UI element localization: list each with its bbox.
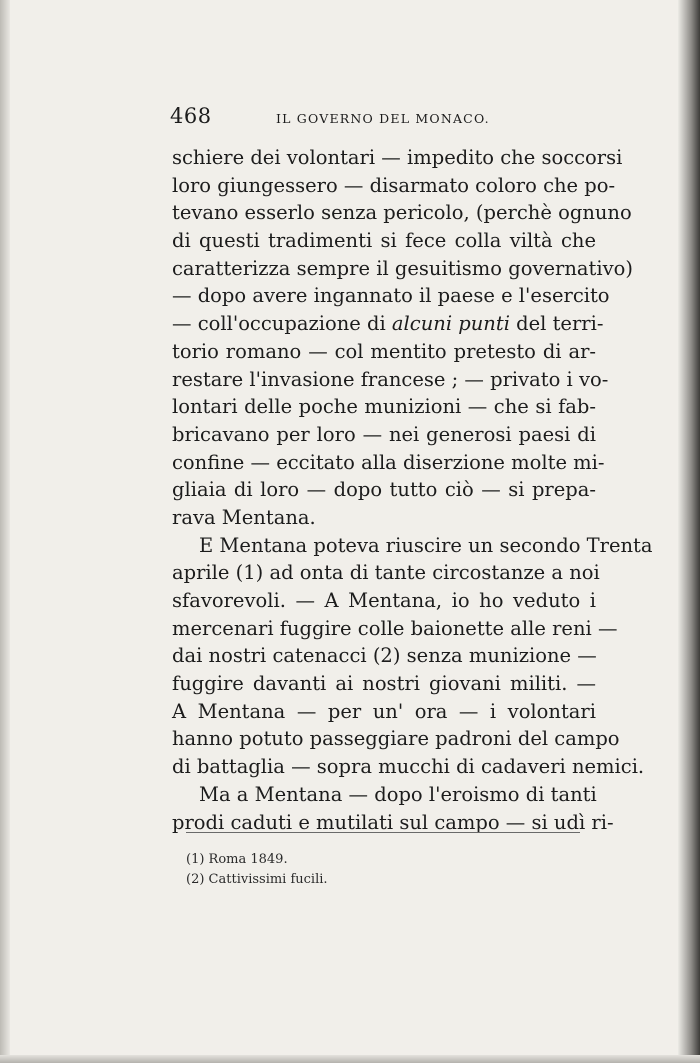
paragraph-start-line: Ma a Mentana — dopo l'eroismo di tanti xyxy=(199,782,597,806)
text-line: prodi caduti e mutilati sul campo — si udì ri- xyxy=(172,810,614,834)
page-bottom-edge xyxy=(0,1055,700,1063)
text-line: confine — eccitato alla diserzione molte mi- xyxy=(172,450,605,474)
text-line: restare l'invasione francese ; — privato i vo- xyxy=(172,367,609,391)
text-line: sfavorevoli. — A Mentana, io ho veduto i xyxy=(172,589,596,612)
text-line: A Mentana — per un' ora — i volontari xyxy=(172,699,596,723)
text-segment: — coll'occupazione di xyxy=(172,312,392,336)
text-line: lontari delle poche munizioni — che si fab- xyxy=(172,395,596,419)
text-segment: del terri- xyxy=(509,312,604,336)
page-header xyxy=(170,104,600,132)
page-right-edge-shadow xyxy=(678,0,700,1063)
text-line: mercenari fuggire colle baionette alle reni — xyxy=(172,616,618,640)
footnote-1: (1) Roma 1849. xyxy=(186,852,288,867)
text-line: fuggire davanti ai nostri giovani militi. — xyxy=(172,672,596,696)
text-line: tevano esserlo senza pericolo, (perchè ognuno xyxy=(172,201,632,225)
text-line: torio romano — col mentito pretesto di ar- xyxy=(172,339,596,363)
text-line: bricavano per loro — nei generosi paesi di xyxy=(172,422,596,446)
text-line: loro giungessero — disarmato coloro che po- xyxy=(172,173,616,197)
text-line: aprile (1) ad onta di tante circostanze a noi xyxy=(172,561,600,585)
running-title: IL GOVERNO DEL MONACO. xyxy=(276,111,490,126)
text-line-italic-phrase xyxy=(172,310,604,338)
text-line: di questi tradimenti si fece colla viltà che xyxy=(172,229,596,253)
italic-emphasis: alcuni punti xyxy=(391,312,510,336)
text-line: rava Mentana. xyxy=(172,505,316,529)
page-left-edge xyxy=(0,0,10,1063)
footnote-2: (2) Cattivissimi fucili. xyxy=(186,872,328,887)
text-line: dai nostri catenacci (2) senza munizione — xyxy=(172,644,597,668)
footnote-divider xyxy=(186,832,580,833)
text-line: schiere dei volontari — impedito che soccorsi xyxy=(172,146,623,169)
text-line: hanno potuto passeggiare padroni del campo xyxy=(172,727,620,751)
text-line: caratterizza sempre il gesuitismo governativo) xyxy=(172,256,633,280)
text-line: di battaglia — sopra mucchi di cadaveri nemici. xyxy=(172,755,645,779)
page-number: 468 xyxy=(170,104,212,128)
text-line: — dopo avere ingannato il paese e l'esercito xyxy=(172,284,610,308)
paragraph-start-line: E Mentana poteva riuscire un secondo Trenta xyxy=(199,533,653,557)
text-line: gliaia di loro — dopo tutto ciò — si prepa- xyxy=(172,478,596,502)
body-text xyxy=(172,144,653,836)
footnotes xyxy=(186,850,566,890)
